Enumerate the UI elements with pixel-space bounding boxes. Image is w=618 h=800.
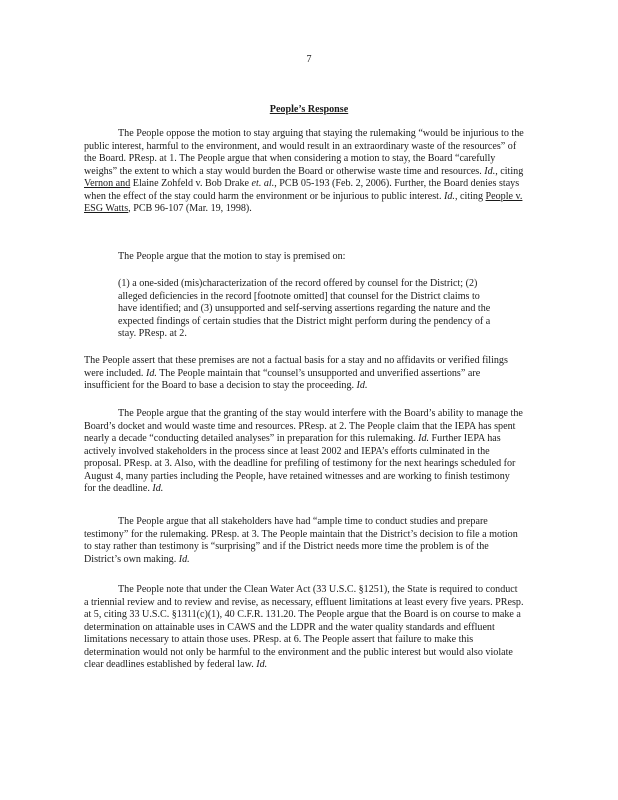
paragraph-2: The People argue that the motion to stay is premised on: <box>118 251 346 262</box>
paragraph-5: The People argue that all stakeholders have had “ample time to conduct studies and prepare testimony” for the rulemaking. PResp. at 3. The People maintain that the District’s decision to file a motion to stay rather than testimony is “surprising” and if the District needs more time the problem is of the District’s own making. Id. <box>84 516 518 565</box>
paragraph-3: The People assert that these premises are not a factual basis for a stay and no affidavits or verified filings were included. Id. The People maintain that “counsel’s unsupported and unverified assertions” are insufficient for the Board to base a decision to stay the proceeding. Id. <box>84 355 508 392</box>
paragraph-6: The People note that under the Clean Water Act (33 U.S.C. §1251), the State is required to conduct a triennial review and to review and revise, as necessary, effluent limitations at least every five years. PResp. at 5, citing 33 U.S.C. §1311(c)(1), 40 C.F.R. 131.20. The People argue that the Board is on course to make a determination on attainable uses in CAWS and the LDPR and the water quality standards and effluent limitations necessary to attain those uses. PResp. at 6. The People assert that failure to make this determination would not only be harmful to the environment and the public interest but would also violate clear deadlines established by federal law. Id. <box>84 584 524 671</box>
paragraph-1: The People oppose the motion to stay arguing that staying the rulemaking “would be injurious to the public interest, harmful to the environment, and would result in an extraordinary waste of the resources” of the Board. PResp. at 1. The People argue that when considering a motion to stay, the Board “carefully weighs” the extent to which a stay would burden the Board or otherwise waste time and resources. Id., citing Vernon and Elaine Zohfeld v. Bob Drake et. al., PCB 05-193 (Feb. 2, 2006). Further, the Board denies stays when the effect of the stay could harm the environment or be injurious to public interest. Id., citing People v. ESG Watts, PCB 96-107 (Mar. 19, 1998). <box>84 128 524 215</box>
block-quote: (1) a one-sided (mis)characterization of the record offered by counsel for the District; (2) alleged deficiencies in the record [footnote omitted] that counsel for the District claims to have identified; and (3) unsupported and self-serving assertions regarding the nature and the expected findings of certain studies that the District might perform during the pendency of a stay. PResp. at 2. <box>118 278 491 340</box>
page-number: 7 <box>306 54 312 65</box>
section-heading: People’s Response <box>269 104 349 115</box>
paragraph-4: The People argue that the granting of the stay would interfere with the Board’s ability to manage the Board’s docket and would waste time and resources. PResp. at 2. The People claim that the IEPA has spent nearly a decade “conducting detailed analyses” in preparation for this rulemaking. Id. Further IEPA has actively involved stakeholders in the process since at least 2002 and IEPA’s efforts culminated in the proposal. PResp. at 3. Also, with the deadline for prefiling of testimony for the next hearings scheduled for August 4, many parties including the People, have retained witnesses and are working to finish testimony for the deadline. Id. <box>84 408 523 495</box>
